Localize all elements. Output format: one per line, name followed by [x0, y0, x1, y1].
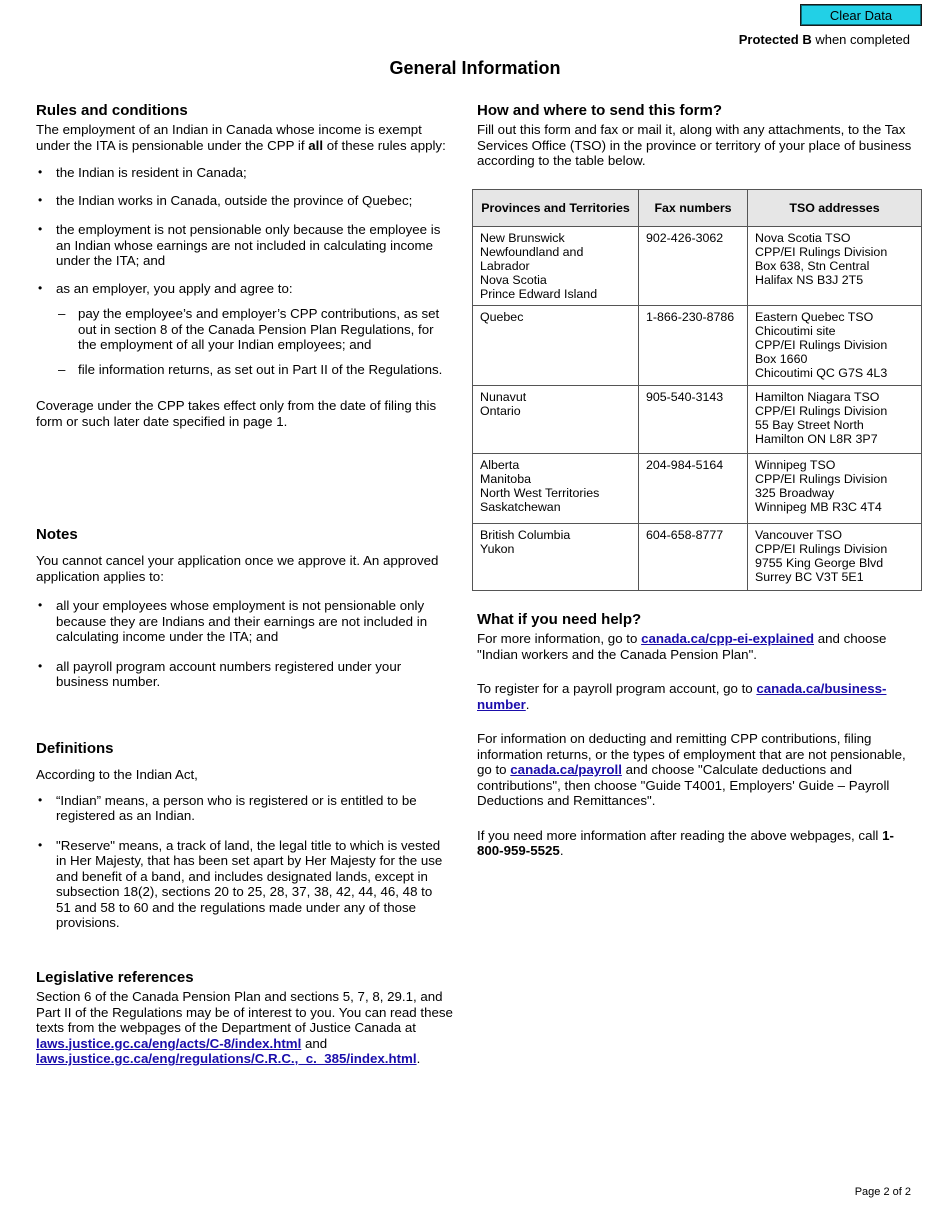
provinces-cell: Nunavut Ontario — [473, 386, 639, 454]
justice-regulations-link[interactable]: laws.justice.gc.ca/eng/regulations/C.R.C.,_c._385/index.html — [36, 1051, 417, 1066]
column-header: TSO addresses — [748, 190, 922, 227]
list-item: • as an employer, you apply and agree to: — [36, 281, 450, 297]
rules-intro: The employment of an Indian in Canada whose income is exempt under the ITA is pensionable under the CPP if all of these rules apply: — [36, 122, 446, 153]
list-item: • the Indian is resident in Canada; — [36, 165, 450, 181]
help-paragraph: For more information, go to canada.ca/cpp-ei-explained and choose "Indian workers and the Canada Pension Plan". — [477, 631, 887, 662]
fax-cell: 1-866-230-8786 — [639, 306, 748, 386]
fax-cell: 604-658-8777 — [639, 524, 748, 591]
list-item: – file information returns, as set out in Part II of the Regulations. — [36, 362, 450, 378]
send-heading: How and where to send this form? — [477, 102, 723, 119]
provinces-cell: Alberta Manitoba North West Territories Saskatchewan — [473, 454, 639, 524]
definitions-section — [36, 740, 450, 931]
send-text: Fill out this form and fax or mail it, along with any attachments, to the Tax Services Office (TSO) in the province or territory of your place of business according to the table below. — [477, 122, 912, 168]
fax-cell: 905-540-3143 — [639, 386, 748, 454]
list-item: – pay the employee’s and employer’s CPP contributions, as set out in section 8 of the Canada Pension Plan Regulations, for the employment of all your Indian employees; and — [36, 306, 450, 353]
address-cell: Winnipeg TSO CPP/EI Rulings Division 325 Broadway Winnipeg MB R3C 4T4 — [748, 454, 922, 524]
definitions-heading: Definitions — [36, 740, 114, 757]
legislative-heading: Legislative references — [36, 969, 194, 986]
address-cell: Eastern Quebec TSO Chicoutimi site CPP/EI Rulings Division Box 1660 Chicoutimi QC G7S 4L3 — [748, 306, 922, 386]
provinces-cell: British Columbia Yukon — [473, 524, 639, 591]
address-cell: Nova Scotia TSO CPP/EI Rulings Division Box 638, Stn Central Halifax NS B3J 2T5 — [748, 227, 922, 306]
help-paragraph: If you need more information after reading the above webpages, call 1-800-959-5525. — [477, 827, 894, 858]
payroll-link[interactable]: canada.ca/payroll — [510, 762, 622, 777]
notes-intro: You cannot cancel your application once we approve it. An approved application applies to: — [36, 553, 439, 584]
notes-heading: Notes — [36, 526, 78, 543]
provinces-cell: Quebec — [473, 306, 639, 386]
list-item: • “Indian” means, a person who is registered or is entitled to be registered as an Indian. — [36, 793, 450, 824]
cpp-ei-explained-link[interactable]: canada.ca/cpp-ei-explained — [641, 631, 814, 646]
rules-heading: Rules and conditions — [36, 102, 188, 119]
clear-data-button[interactable]: Clear Data — [800, 4, 922, 26]
fax-cell: 204-984-5164 — [639, 454, 748, 524]
table-row — [473, 524, 922, 591]
address-cell: Vancouver TSO CPP/EI Rulings Division 9755 King George Blvd Surrey BC V3T 5E1 — [748, 524, 922, 591]
table-row — [473, 306, 922, 386]
help-section — [477, 611, 917, 859]
list-item: • "Reserve" means, a track of land, the legal title to which is vested in Her Majesty, that has been set apart by Her Majesty for the use and benefit of a band, and includes designated lands, except in subsection 18(2), sections 20 to 25, 28, 37, 38, 42, 44, 46, 48 to 51 and 58 to 60 and the regulations made under any of those provisions. — [36, 838, 450, 931]
address-cell: Hamilton Niagara TSO CPP/EI Rulings Division 55 Bay Street North Hamilton ON L8R 3P7 — [748, 386, 922, 454]
page-title: General Information — [389, 58, 561, 78]
list-item: • the employment is not pensionable only because the employee is an Indian whose earnings are not included in calculating income under the ITA; and — [36, 222, 450, 269]
list-item: • the Indian works in Canada, outside the province of Quebec; — [36, 193, 450, 209]
column-header: Provinces and Territories — [473, 190, 639, 227]
help-paragraph: For information on deducting and remitting CPP contributions, filing information returns, or the types of employment that are not pensionable, go to canada.ca/payroll and choose "Calculate deductions and contributions", then choose "Guide T4001, Employers' Guide – Payroll Deductions and Remittances". — [477, 731, 906, 808]
justice-acts-link[interactable]: laws.justice.gc.ca/eng/acts/C-8/index.html — [36, 1035, 302, 1051]
protected-b-suffix: when completed — [811, 32, 910, 47]
table-row — [473, 386, 922, 454]
protected-b-label: Protected B — [738, 32, 812, 47]
help-phone-number: 1-800-959-5525 — [477, 827, 894, 858]
page-number: Page 2 of 2 — [854, 1186, 911, 1198]
fax-cell: 902-426-3062 — [639, 227, 748, 306]
tso-table — [472, 189, 922, 591]
provinces-cell: New Brunswick Newfoundland and Labrador Nova Scotia Prince Edward Island — [473, 227, 639, 306]
list-item: • all payroll program account numbers registered under your business number. — [36, 659, 450, 690]
coverage-text: Coverage under the CPP takes effect only from the date of filing this form or such later date specified in page 1. — [36, 398, 437, 429]
protected-b-notice — [739, 32, 910, 47]
list-item: • all your employees whose employment is not pensionable only because they are Indians and their earnings are not included in calculating income under the ITA; and — [36, 598, 450, 645]
business-number-link[interactable]: canada.ca/business-number — [477, 681, 887, 712]
send-section — [477, 102, 917, 169]
rules-section — [36, 102, 450, 429]
notes-section — [36, 526, 450, 690]
definitions-intro: According to the Indian Act, — [36, 767, 198, 782]
column-header: Fax numbers — [639, 190, 748, 227]
table-header-row — [473, 190, 922, 227]
help-paragraph: To register for a payroll program account, go to canada.ca/business-number. — [477, 681, 887, 712]
table-row — [473, 454, 922, 524]
legislative-section — [36, 969, 456, 1067]
legislative-text: Section 6 of the Canada Pension Plan and sections 5, 7, 8, 29.1, and Part II of the Regulations may be of interest to you. You can read these texts from the webpages of the Department of Justice Canada at laws.justice.gc.ca/eng/acts/C-8/index.html and laws.justice.gc.ca/eng/regulations/C.R.C.,_c._385/index.html. — [36, 989, 453, 1066]
help-heading: What if you need help? — [477, 611, 642, 628]
table-row — [473, 227, 922, 306]
